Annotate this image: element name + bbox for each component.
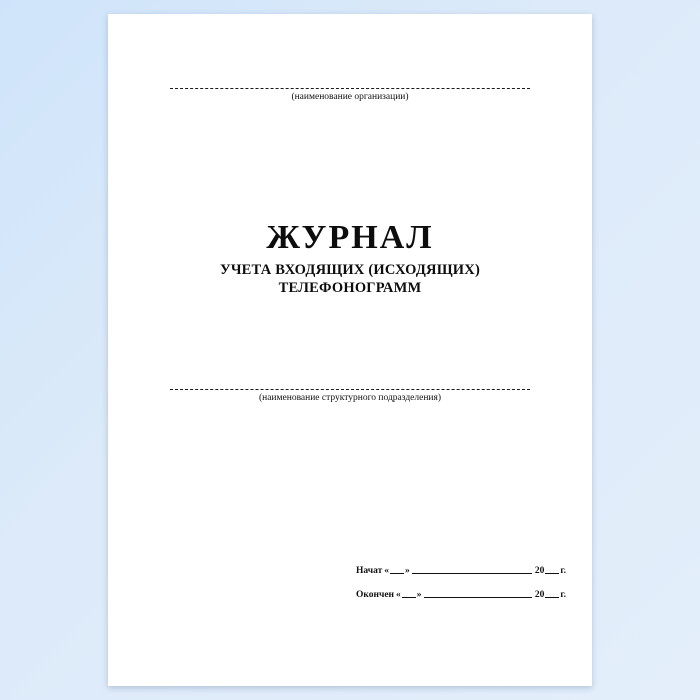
footer-dates-block bbox=[356, 566, 566, 614]
start-date-label: Начат bbox=[356, 566, 383, 576]
organization-name-caption: (наименование организации) bbox=[291, 92, 409, 102]
end-year-suffix: г. bbox=[560, 590, 566, 600]
start-quote-close: » bbox=[405, 566, 410, 576]
start-month-blank bbox=[412, 573, 532, 574]
organization-name-rule bbox=[170, 88, 530, 89]
end-quote-close: » bbox=[416, 590, 422, 600]
end-quote-open: « bbox=[396, 590, 401, 600]
end-year-prefix: 20 bbox=[534, 590, 545, 600]
start-year-suffix: г. bbox=[560, 566, 566, 576]
document-sheet bbox=[108, 14, 592, 686]
page-subtitle-line1: УЧЕТА ВХОДЯЩИХ (ИСХОДЯЩИХ) bbox=[220, 261, 480, 278]
start-day-blank bbox=[390, 573, 404, 574]
page-subtitle-line2: ТЕЛЕФОНОГРАММ bbox=[278, 279, 422, 296]
end-date-row bbox=[356, 590, 566, 600]
title-block bbox=[150, 220, 550, 297]
start-date-row bbox=[356, 566, 566, 576]
start-year-prefix: 20 bbox=[534, 566, 545, 576]
start-quote-open: « bbox=[384, 566, 390, 576]
end-year-blank bbox=[545, 597, 559, 598]
end-month-blank bbox=[424, 597, 532, 598]
end-date-label: Окончен bbox=[356, 590, 395, 600]
end-day-blank bbox=[402, 597, 416, 598]
department-name-caption: (наименование структурного подразделения) bbox=[258, 393, 442, 403]
page-title: ЖУРНАЛ bbox=[266, 219, 434, 256]
start-year-blank bbox=[545, 573, 559, 574]
department-name-rule bbox=[170, 389, 530, 390]
